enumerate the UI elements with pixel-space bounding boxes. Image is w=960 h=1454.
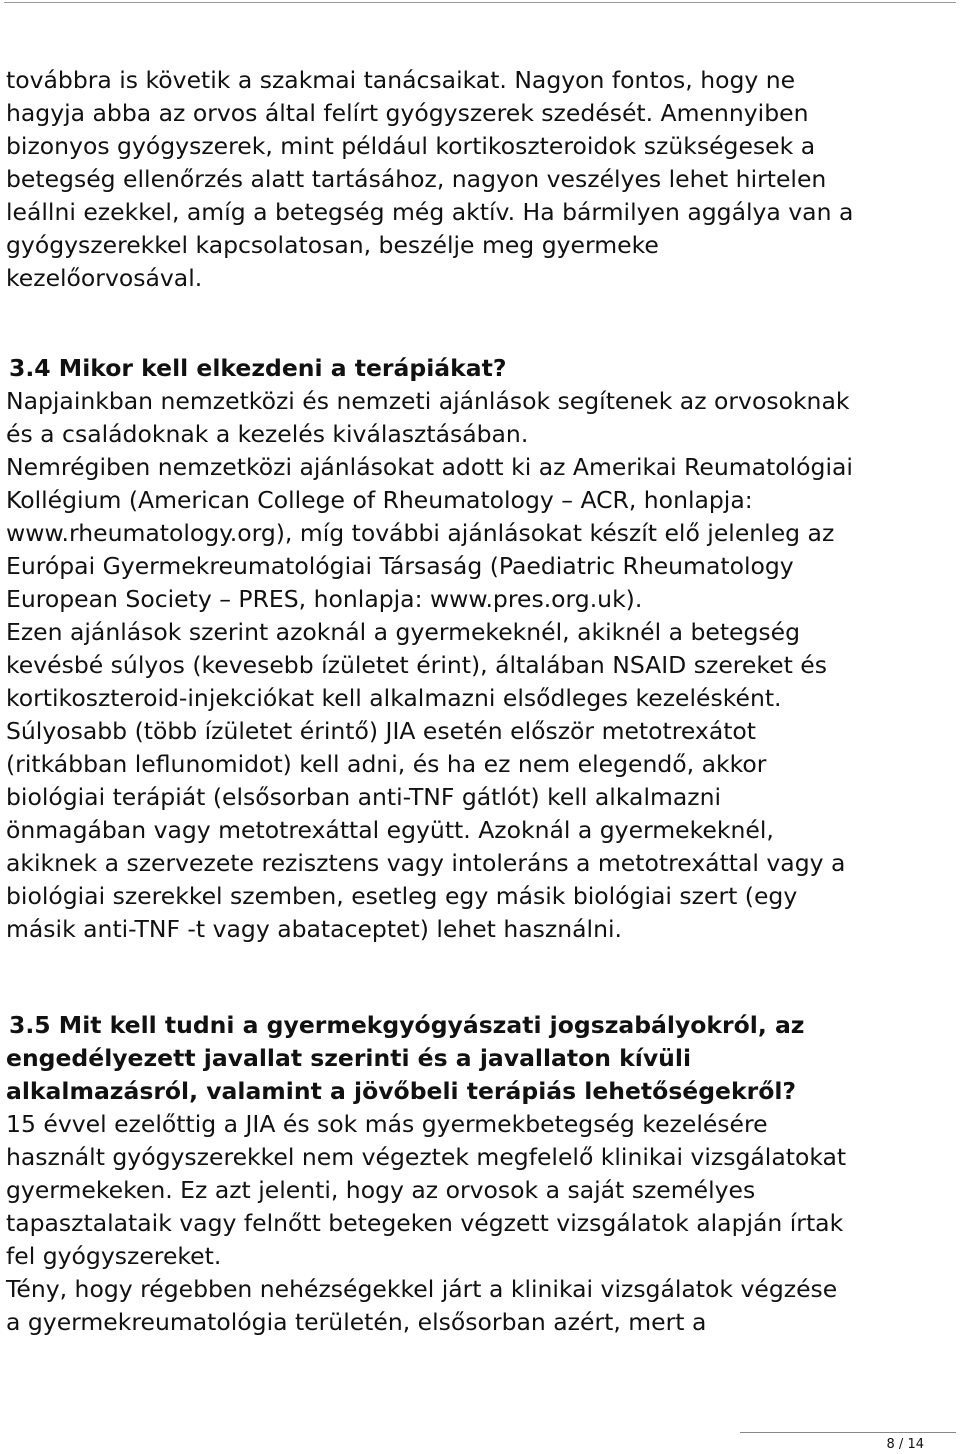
section-line: Kollégium (American College of Rheumatology – ACR, honlapja: xyxy=(6,486,753,514)
section-line: Napjainkban nemzetközi és nemzeti ajánlások segítenek az orvosoknak xyxy=(6,387,850,415)
section-line: a gyermekreumatológia területén, elsősorban azért, mert a xyxy=(6,1308,707,1336)
section-line: www.rheumatology.org), míg további ajánlásokat készít elő jelenleg az xyxy=(6,519,835,547)
paragraph-line: bizonyos gyógyszerek, mint például kortikoszteroidok szükségesek a xyxy=(6,132,816,160)
section-3-4 xyxy=(6,352,946,946)
paragraph-line: kezelőorvosával. xyxy=(6,264,203,292)
section-line: 15 évvel ezelőttig a JIA és sok más gyermekbetegség kezelésére xyxy=(6,1110,768,1138)
paragraph-line: leállni ezekkel, amíg a betegség még aktív. Ha bármilyen aggálya van a xyxy=(6,198,854,226)
section-line: másik anti-TNF -t vagy abataceptet) lehet használni. xyxy=(6,915,622,943)
section-line: European Society – PRES, honlapja: www.pres.org.uk). xyxy=(6,585,643,613)
section-line: (ritkábban leflunomidot) kell adni, és ha ez nem elegendő, akkor xyxy=(6,750,767,778)
section-line: kortikoszteroid-injekciókat kell alkalmazni elsődleges kezelésként. xyxy=(6,684,782,712)
section-line: tapasztalataik vagy felnőtt betegeken végzett vizsgálatok alapján írtak xyxy=(6,1209,844,1237)
section-heading-line: 3.5 Mit kell tudni a gyermekgyógyászati jogszabályokról, az xyxy=(9,1011,805,1039)
section-spacer xyxy=(6,946,946,1009)
section-spacer xyxy=(6,295,946,352)
section-3-5 xyxy=(6,1009,946,1339)
section-line: Tény, hogy régebben nehézségekkel járt a klinikai vizsgálatok végzése xyxy=(6,1275,838,1303)
section-line: Súlyosabb (több ízületet érintő) JIA esetén először metotrexátot xyxy=(6,717,757,745)
paragraph-line: hagyja abba az orvos által felírt gyógyszerek szedését. Amennyiben xyxy=(6,99,809,127)
document-page xyxy=(6,64,946,1339)
section-line: Nemrégiben nemzetközi ajánlásokat adott ki az Amerikai Reumatológiai xyxy=(6,453,853,481)
section-line: Európai Gyermekreumatológiai Társaság (Paediatric Rheumatology xyxy=(6,552,794,580)
section-line: kevésbé súlyos (kevesebb ízületet érint), általában NSAID szereket és xyxy=(6,651,827,679)
section-line: biológiai szerekkel szemben, esetleg egy másik biológiai szert (egy xyxy=(6,882,798,910)
section-line: önmagában vagy metotrexáttal együtt. Azoknál a gyermekeknél, xyxy=(6,816,774,844)
paragraph-line: betegség ellenőrzés alatt tartásához, nagyon veszélyes lehet hirtelen xyxy=(6,165,827,193)
section-line: biológiai terápiát (elsősorban anti-TNF gátlót) kell alkalmazni xyxy=(6,783,722,811)
footer-divider xyxy=(740,1432,956,1433)
section-line: és a családoknak a kezelés kiválasztásában. xyxy=(6,420,529,448)
section-heading-line: engedélyezett javallat szerinti és a javallaton kívüli xyxy=(6,1044,692,1072)
section-line: gyermekeken. Ez azt jelenti, hogy az orvosok a saját személyes xyxy=(6,1176,756,1204)
section-line: Ezen ajánlások szerint azoknál a gyermekeknél, akiknél a betegség xyxy=(6,618,801,646)
page-number: 8 / 14 xyxy=(886,1437,924,1452)
section-line: akiknek a szervezete rezisztens vagy intoleráns a metotrexáttal vagy a xyxy=(6,849,846,877)
top-divider xyxy=(4,2,956,3)
paragraph-line: gyógyszerekkel kapcsolatosan, beszélje meg gyermeke xyxy=(6,231,659,259)
section-line: fel gyógyszereket. xyxy=(6,1242,222,1270)
paragraph-line: továbbra is követik a szakmai tanácsaikat. Nagyon fontos, hogy ne xyxy=(6,66,796,94)
section-heading-line: alkalmazásról, valamint a jövőbeli terápiás lehetőségekről? xyxy=(6,1077,797,1105)
paragraph-1 xyxy=(6,64,946,295)
section-line: használt gyógyszerekkel nem végeztek megfelelő klinikai vizsgálatokat xyxy=(6,1143,847,1171)
section-heading: 3.4 Mikor kell elkezdeni a terápiákat? xyxy=(9,354,507,382)
